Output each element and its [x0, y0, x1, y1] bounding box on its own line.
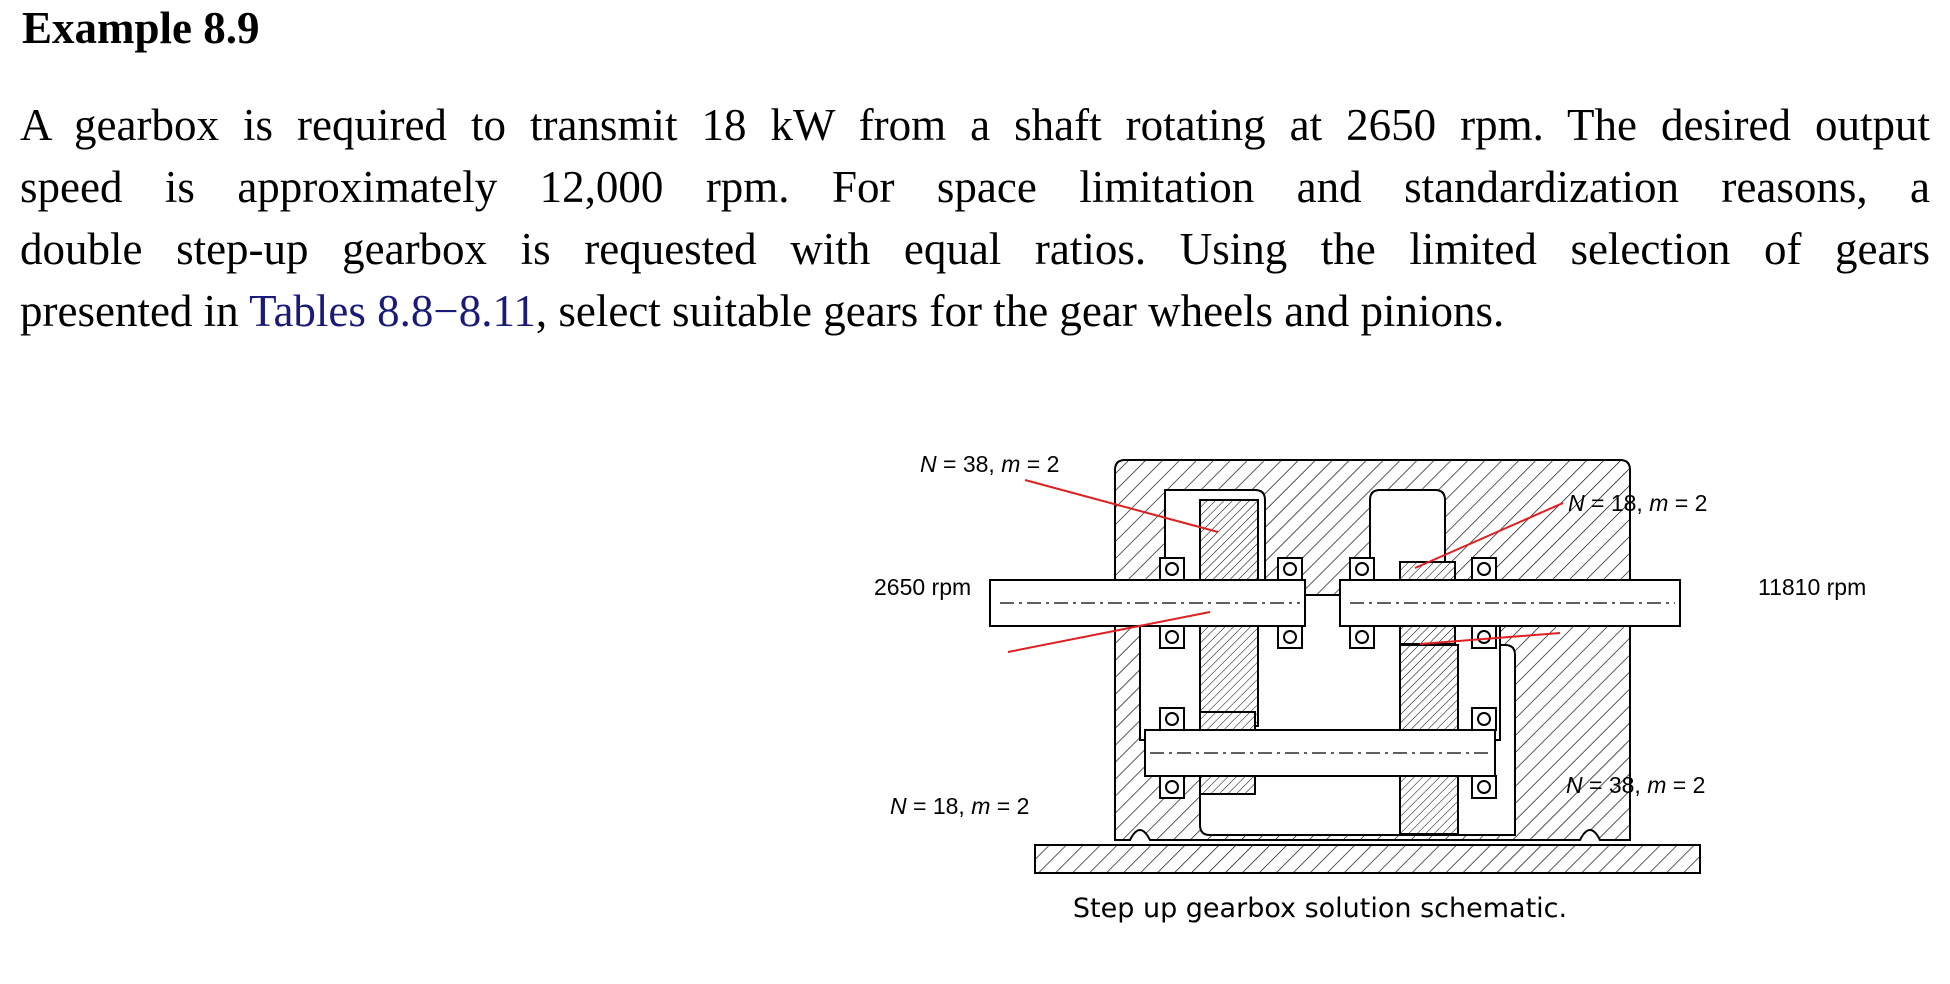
label-lay-gear: N = 38, m = 2 — [1566, 772, 1706, 798]
input-shaft — [990, 580, 1305, 626]
figure-caption: Step up gearbox solution schematic. — [1072, 893, 1568, 924]
tables-reference-link[interactable]: Tables 8.8−8.11 — [249, 286, 536, 336]
output-shaft — [1340, 580, 1680, 626]
label-input-speed: 2650 rpm — [874, 574, 972, 600]
label-output-pinion: N = 18, m = 2 — [1568, 490, 1708, 516]
label-input-gear: N = 38, m = 2 — [920, 451, 1060, 477]
problem-line-4-start: presented in — [20, 286, 250, 336]
lay-shaft — [1145, 730, 1495, 776]
gearbox-schematic — [860, 440, 1920, 890]
example-heading: Example 8.9 — [22, 3, 260, 53]
problem-line-4-end: , select suitable gears for the gear wheels and pinions. — [535, 286, 1505, 336]
problem-line-1: A gearbox is required to transmit 18 kW from a shaft rotating at 2650 rpm. The desired output — [20, 100, 1930, 150]
problem-line-2: speed is approximately 12,000 rpm. For space limitation and standardization reasons, a — [20, 162, 1930, 212]
problem-statement — [20, 94, 1930, 342]
problem-line-4 — [20, 280, 1930, 342]
gearbox-housing — [1035, 460, 1700, 873]
label-lay-pinion: N = 18, m = 2 — [890, 793, 1030, 819]
problem-line-3: double step-up gearbox is requested with equal ratios. Using the limited selection of gears — [20, 224, 1930, 274]
label-output-speed: 11810 rpm — [1758, 574, 1867, 600]
